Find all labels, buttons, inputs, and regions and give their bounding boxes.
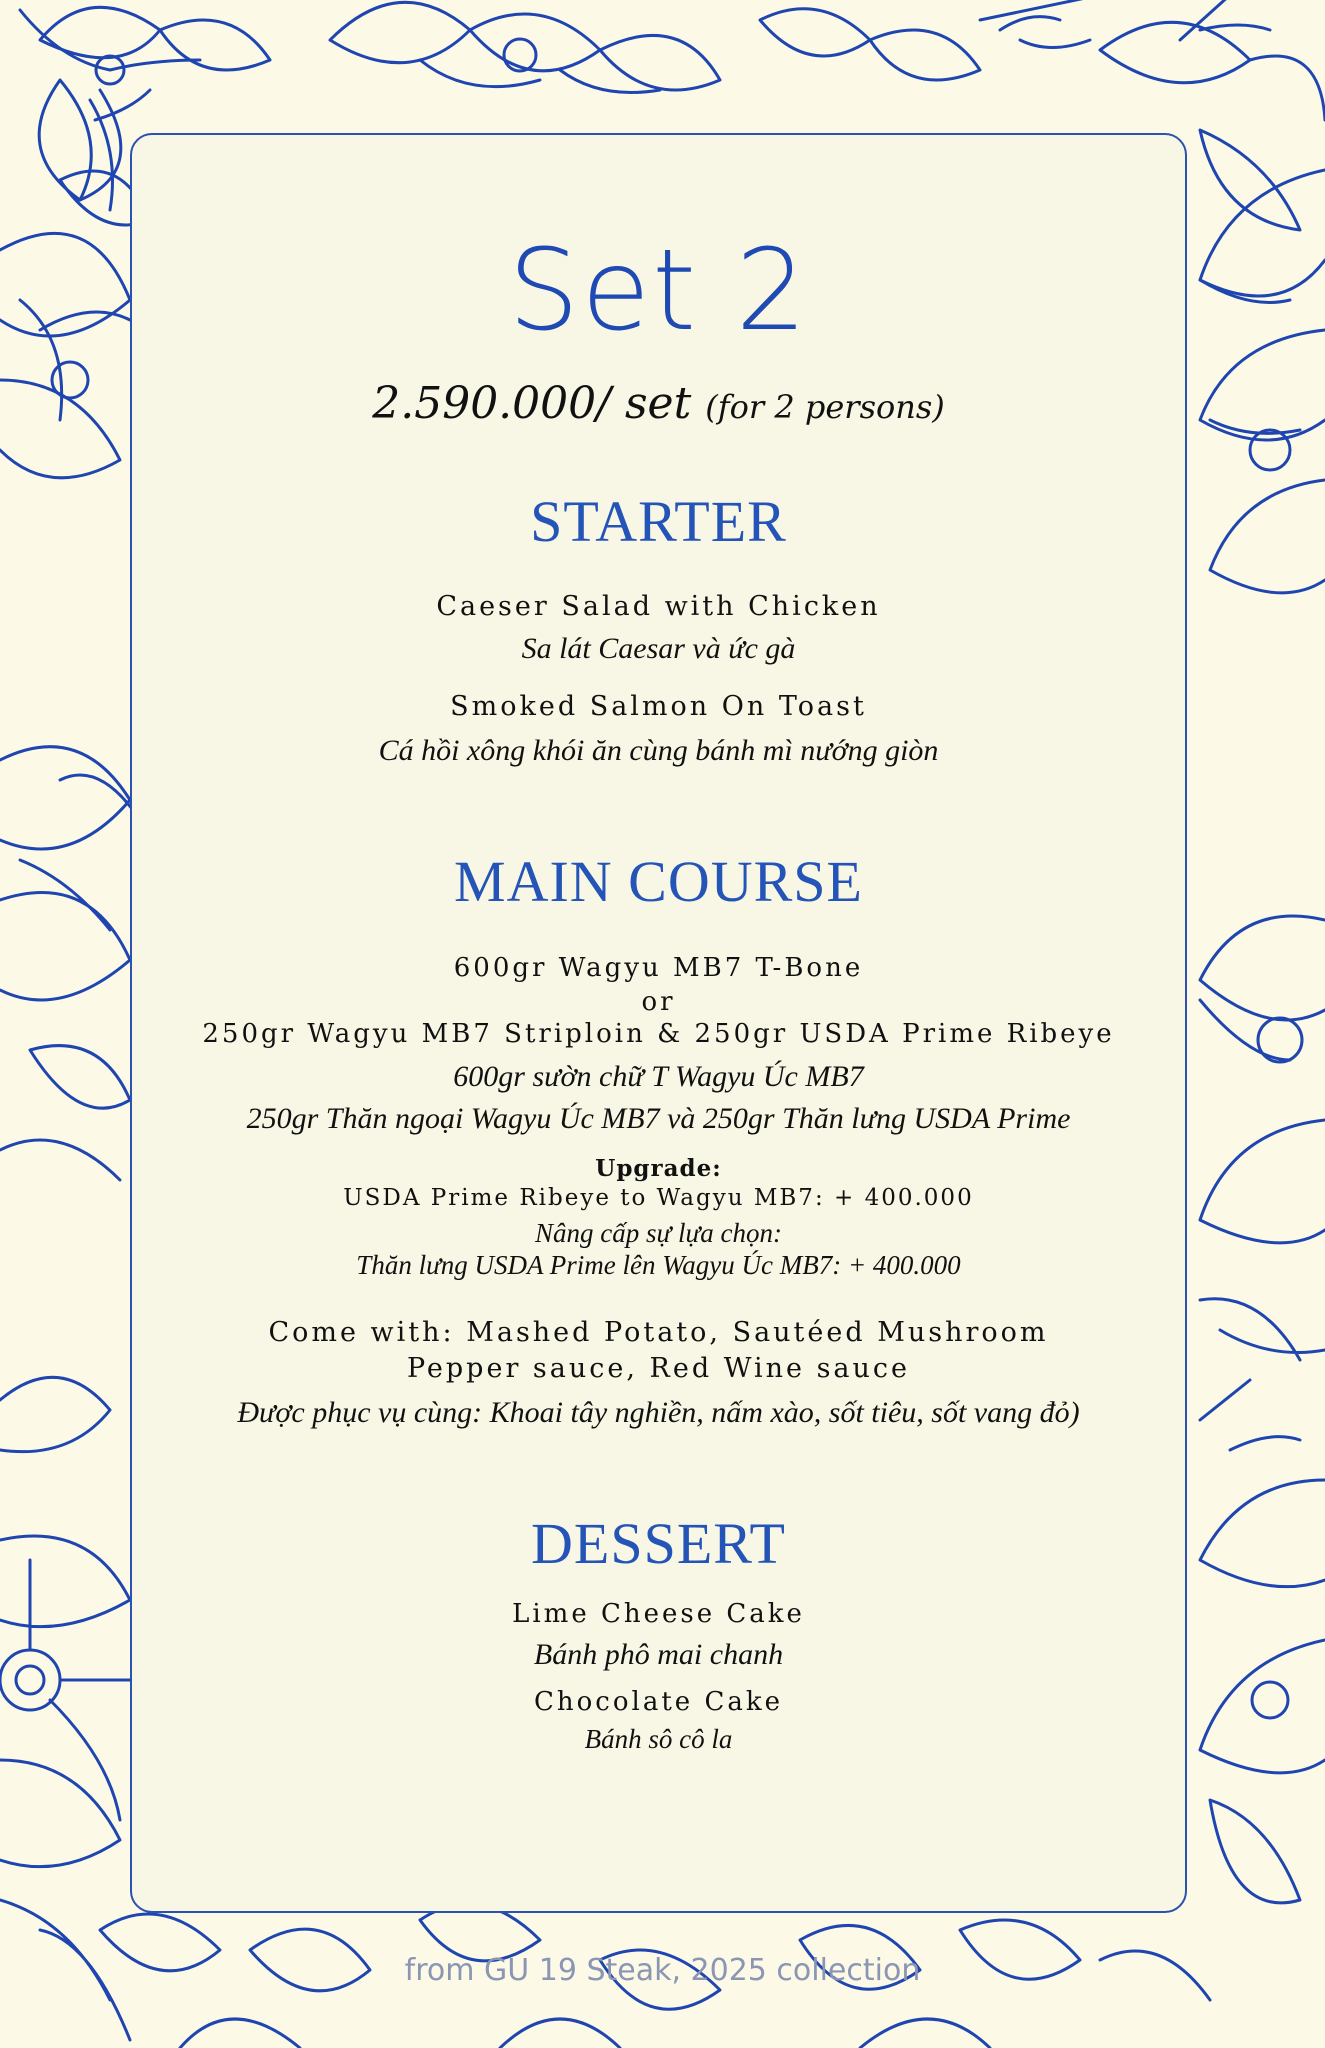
upgrade-label-translation: Nâng cấp sự lựa chọn: — [535, 1218, 782, 1248]
dessert-item-1-name: Lime Cheese Cake — [512, 1599, 805, 1629]
price-amount: 2.590.000/ set — [372, 378, 692, 429]
flower-left-middle — [0, 747, 140, 1180]
dessert-heading: DESSERT — [531, 1511, 786, 1576]
flower-right-upper — [1200, 170, 1325, 593]
footer-credit: from GU 19 Steak, 2025 collection — [404, 1953, 921, 1988]
flower-left-upper — [0, 90, 150, 478]
main-option-1-translation: 600gr sườn chữ T Wagyu Úc MB7 — [453, 1060, 864, 1093]
starter-heading: STARTER — [530, 489, 787, 554]
flower-top-center — [330, 0, 1100, 93]
upgrade-text-translation: Thăn lưng USDA Prime lên Wagyu Úc MB7: + 400.000 — [356, 1250, 961, 1280]
sides-line-2: Pepper sauce, Red Wine sauce — [406, 1353, 911, 1384]
upgrade-label: Upgrade: — [595, 1155, 722, 1182]
menu-card — [130, 133, 1187, 1913]
sides-translation: Được phục vụ cùng: Khoai tây nghiền, nấm xào, sốt tiêu, sốt vang đỏ) — [237, 1396, 1080, 1429]
starter-item-2-name: Smoked Salmon On Toast — [450, 691, 867, 722]
price-note: (for 2 persons) — [705, 388, 945, 426]
dessert-item-2-name: Chocolate Cake — [534, 1687, 783, 1717]
main-option-2: 250gr Wagyu MB7 Striploin & 250gr USDA Prime Ribeye — [202, 1019, 1115, 1049]
main-option-1: 600gr Wagyu MB7 T-Bone — [453, 953, 864, 983]
starter-item-2-translation: Cá hồi xông khói ăn cùng bánh mì nướng giòn — [378, 734, 939, 767]
upgrade-text: USDA Prime Ribeye to Wagyu MB7: + 400.000 — [343, 1185, 974, 1211]
starter-item-1-name: Caeser Salad with Chicken — [436, 591, 881, 622]
sides-line-1: Come with: Mashed Potato, Sautéed Mushroom — [268, 1317, 1049, 1348]
flower-right-middle — [1200, 916, 1325, 1360]
set-title: Set 2 — [508, 226, 809, 356]
dessert-item-2-translation: Bánh sô cô la — [584, 1724, 733, 1754]
main-option-2-translation: 250gr Thăn ngoại Wagyu Úc MB7 và 250gr Thăn lưng USDA Prime — [246, 1102, 1071, 1135]
set-price — [132, 380, 1185, 428]
flower-right-lower — [1200, 1380, 1325, 1903]
main-course-heading: MAIN COURSE — [454, 849, 863, 914]
starter-item-1-translation: Sa lát Caesar và ức gà — [521, 632, 796, 665]
main-or: or — [641, 987, 676, 1017]
dessert-item-1-translation: Bánh phô mai chanh — [533, 1638, 784, 1671]
